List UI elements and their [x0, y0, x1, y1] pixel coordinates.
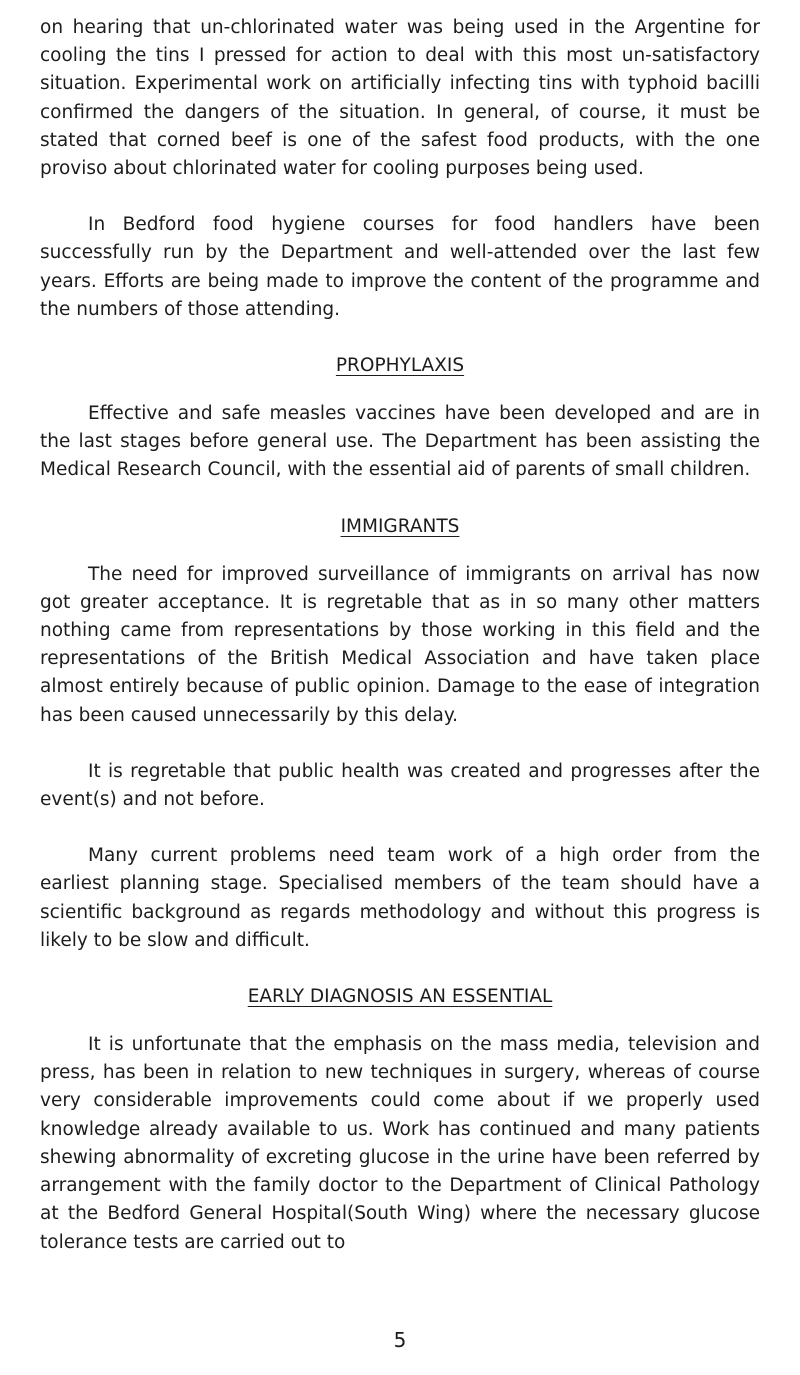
paragraph-team-work: Many current problems need team work of a high order from the earliest planning stage. Specialised members of the team should have a scientific background as regards methodology and without this progress is likely to be slow and difficult.: [40, 845, 760, 951]
paragraph-public-health: It is regretable that public health was created and progresses after the event(s) and not before.: [40, 760, 760, 811]
paragraph-food-hygiene: In Bedford food hygiene courses for food handlers have been successfully run by the Department and well-attended over the last few years. Efforts are being made to improve the content of the programme and the numbers of those attending.: [40, 214, 760, 320]
heading-prophylaxis: PROPHYLAXIS: [335, 355, 465, 377]
heading-early-diagnosis: EARLY DIAGNOSIS AN ESSENTIAL: [247, 986, 553, 1008]
paragraph-mass-media: It is unfortunate that the emphasis on the mass media, television and press, has been in relation to new techniques in surgery, whereas of course very considerable improvements could come about if we properly used knowledge already available to us. Work has continued and many patients shewing abnormality of excreting glucose in the urine have been referred by arrangement with the family doctor to the Department of Clinical Pathology at the Bedford General Hospital(South Wing) where the necessary glucose tolerance tests are carried out to: [40, 1034, 760, 1253]
paragraph-immigrants: The need for improved surveillance of immigrants on arrival has now got greater acceptance. It is regretable that as in so many other matters nothing came from representations by those working in this field and the representations of the British Medical Association and have taken place almost entirely because of public opinion. Damage to the ease of integration has been caused unnecessarily by this delay.: [40, 563, 760, 726]
paragraph-measles: Effective and safe measles vaccines have been developed and are in the last stages before general use. The Department has been assisting the Medical Research Council, with the essential aid of parents of small children.: [40, 403, 760, 481]
heading-immigrants: IMMIGRANTS: [340, 515, 460, 537]
page-number: 5: [393, 1328, 407, 1352]
paragraph-corned-beef: on hearing that un-chlorinated water was being used in the Argentine for cooling the tins I pressed for action to deal with this most un-satisfactory situation. Experimental work on artificially infecting tins with typhoid bacilli confirmed the dangers of the situation. In general, of course, it must be stated that corned beef is one of the safest food products, with the one proviso about chlorinated water for cooling purposes being used.: [40, 17, 760, 180]
